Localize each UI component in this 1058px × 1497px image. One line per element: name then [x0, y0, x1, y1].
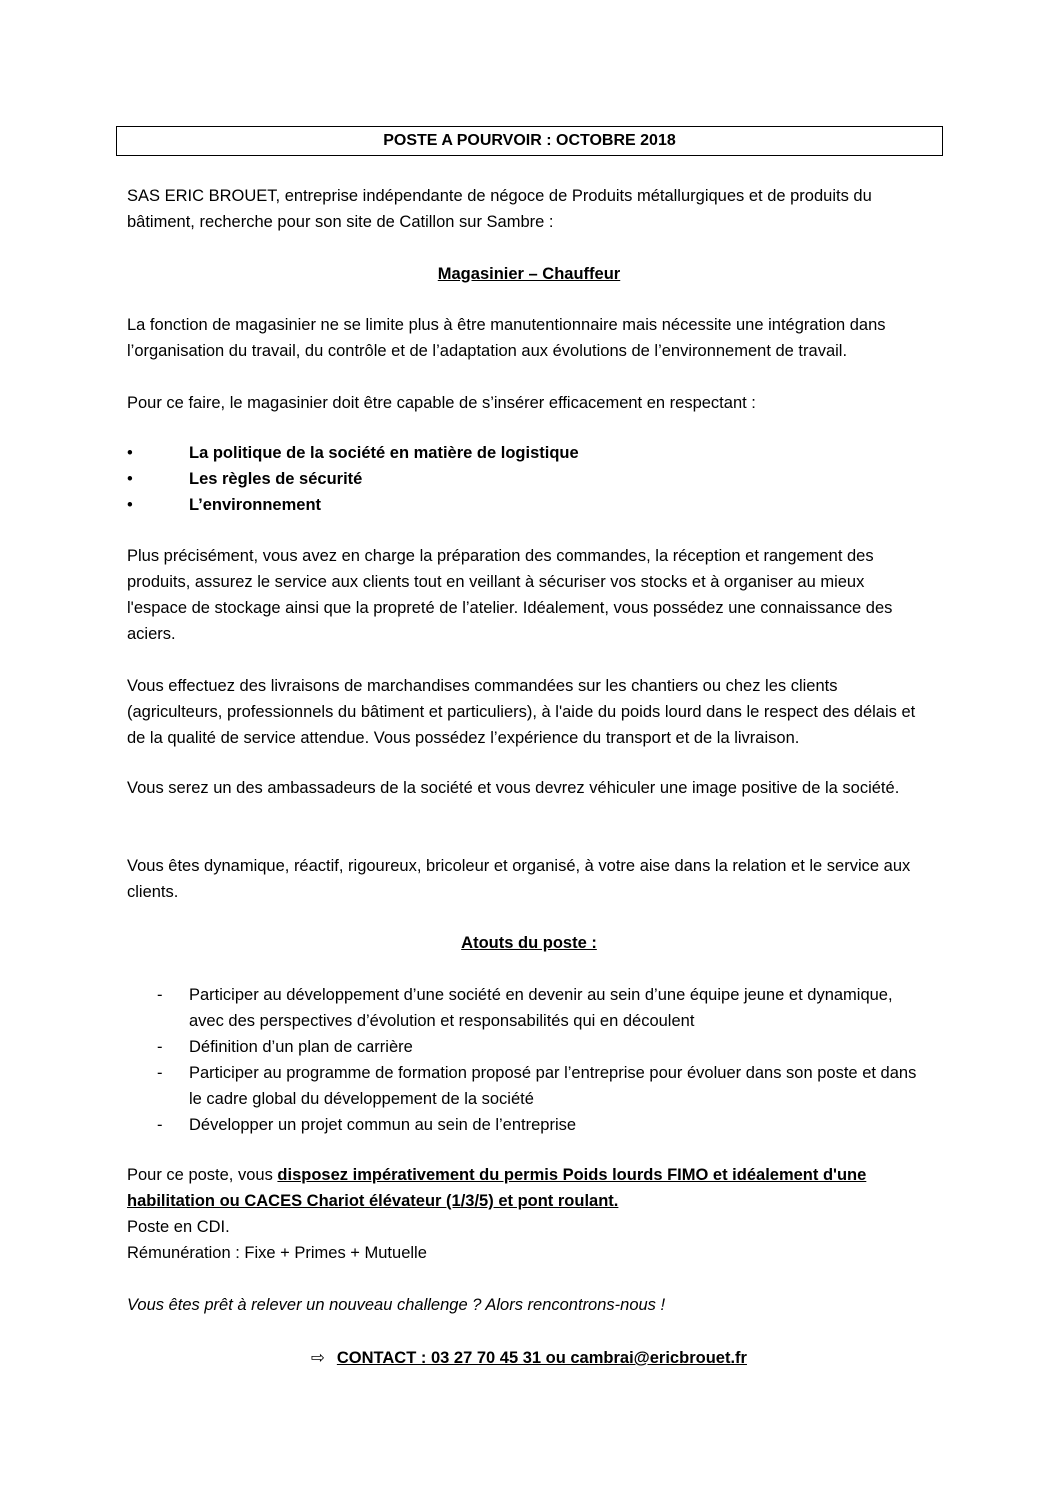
list-item: - Participer au développement d’une société en devenir au sein d’une équipe jeune et dynamique, avec des perspectives d’évolution et responsabilités qui en découlent	[127, 982, 927, 1034]
delivery-paragraph: Vous effectuez des livraisons de marchandises commandées sur les chantiers ou chez les clients (agriculteurs, professionnels du bâtiment et particuliers), à l'aide du poids lourd dans le respect des délais et de la qualité de service attendue. Vous possédez l’expérience du transport et de la livraison.	[127, 677, 916, 747]
requirements-intro: Pour ce faire, le magasinier doit être capable de s’insérer efficacement en respectant :	[127, 394, 756, 412]
closing-line: Vous êtes prêt à relever un nouveau challenge ? Alors rencontrons-nous !	[127, 1296, 666, 1314]
posting-title: POSTE A POURVOIR : OCTOBRE 2018	[383, 132, 676, 149]
contract-type: Poste en CDI.	[127, 1218, 230, 1236]
list-item: • La politique de la société en matière de logistique	[127, 440, 927, 466]
ambassador-paragraph: Vous serez un des ambassadeurs de la société et vous devrez véhiculer une image positive de la société.	[127, 779, 900, 797]
list-item: • L’environnement	[127, 492, 927, 518]
tasks-paragraph: Plus précisément, vous avez en charge la préparation des commandes, la réception et rangement des produits, assurez le service aux clients tout en veillant à sécuriser vos stocks et à organiser au mieux l'espace de stockage ainsi que la propreté de l’atelier. Idéalement, vous possédez une connaissance des aciers.	[127, 547, 893, 643]
list-item: - Développer un projet commun au sein de l’entreprise	[127, 1112, 927, 1138]
contact-info[interactable]: CONTACT : 03 27 70 45 31 ou cambrai@ericbrouet.fr	[336, 1349, 747, 1367]
atouts-list	[127, 982, 927, 1138]
role-description-paragraph: La fonction de magasinier ne se limite plus à être manutentionnaire mais nécessite une intégration dans l’organisation du travail, du contrôle et de l’adaptation aux évolutions de l’environnement de travail.	[127, 316, 886, 360]
contact-line	[0, 1345, 1058, 1371]
dash-icon: -	[157, 1064, 163, 1082]
list-item: - Participer au programme de formation proposé par l’entreprise pour évoluer dans son poste et dans le cadre global du développement de la société	[127, 1060, 927, 1112]
profile-paragraph: Vous êtes dynamique, réactif, rigoureux, bricoleur et organisé, à votre aise dans la relation et le service aux clients.	[127, 857, 911, 901]
list-item: - Définition d’un plan de carrière	[127, 1034, 927, 1060]
bullet-icon: •	[127, 496, 133, 514]
dash-icon: -	[157, 1116, 163, 1134]
job-title: Magasinier – Chauffeur	[437, 265, 621, 283]
dash-icon: -	[157, 986, 163, 1004]
arrow-right-icon: ⇨	[311, 1349, 325, 1367]
posting-title-box	[116, 126, 943, 156]
atouts-title: Atouts du poste :	[461, 934, 597, 952]
license-requirement-paragraph: Pour ce poste, vous disposez impérativement du permis Poids lourds FIMO et idéalement d'une habilitation ou CACES Chariot élévateur (1/3/5) et pont roulant.	[127, 1166, 867, 1210]
intro-paragraph: SAS ERIC BROUET, entreprise indépendante de négoce de Produits métallurgiques et de produits du bâtiment, recherche pour son site de Catillon sur Sambre :	[127, 187, 872, 231]
license-requirement-emphasis: disposez impérativement du permis Poids lourds FIMO et idéalement d'une habilitation ou CACES Chariot élévateur (1/3/5) et pont roulant.	[127, 1166, 867, 1210]
salary-info: Rémunération : Fixe + Primes + Mutuelle	[127, 1244, 427, 1262]
bullet-icon: •	[127, 444, 133, 462]
list-item: • Les règles de sécurité	[127, 466, 927, 492]
requirements-list	[127, 440, 927, 518]
bullet-icon: •	[127, 470, 133, 488]
dash-icon: -	[157, 1038, 163, 1056]
